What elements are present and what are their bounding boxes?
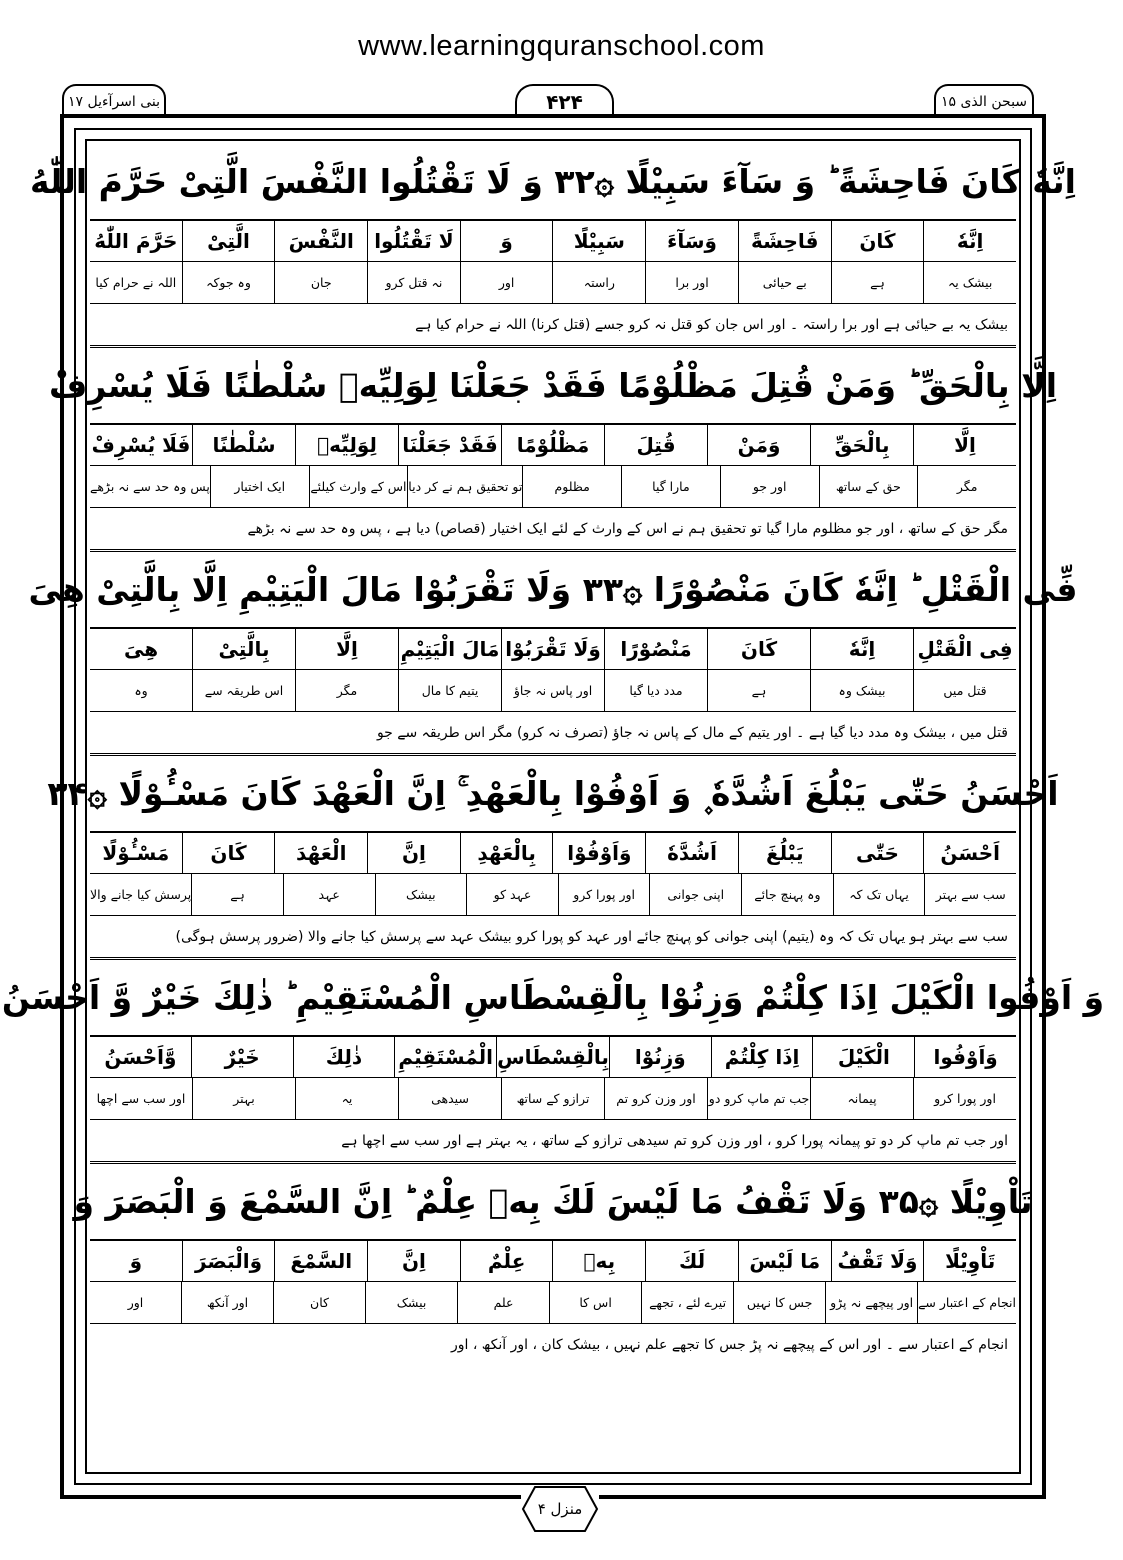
verse-block <box>48 348 1058 552</box>
word-cell: فِى الْقَتْلِ <box>913 629 1016 669</box>
meaning-cell: بیشک یہ <box>923 262 1016 303</box>
meaning-cell: وہ جوکہ <box>182 262 275 303</box>
word-cell: وَلَا تَقْفُ <box>831 1241 924 1281</box>
word-cell: وَ <box>129 1249 143 1273</box>
meaning-cell: بے حیائی <box>738 262 831 303</box>
word-cell: خَيْرٌ <box>191 1037 293 1077</box>
word-row <box>90 425 1016 466</box>
translation-line: قتل میں ، بیشک وہ مدد دیا گیا ہے ۔ اور یتیم کے مال کے پاس نہ جاؤ (تصرف نہ کرو) مگر اس طریقہ سے جو <box>90 712 1016 756</box>
meaning-cell: قتل میں <box>913 670 1016 711</box>
verse-block <box>1 960 1105 1164</box>
meaning-row <box>90 874 1016 916</box>
meaning-cell: ہے <box>191 874 283 915</box>
meaning-cell: اس کے وارث کیلئے <box>309 466 408 507</box>
verse-block <box>47 756 1059 960</box>
meaning-cell: ہے <box>707 670 810 711</box>
meaning-cell: سیدھی <box>398 1078 501 1119</box>
meaning-cell: تو تحقیق ہم نے کر دیا <box>407 466 522 507</box>
arabic-verse-line: وَ اَوْفُوا الْكَيْلَ اِذَا كِلْتُمْ وَزِنُوْا بِالْقِسْطَاسِ الْمُسْتَقِيْمِ ؕ ذٰلِكَ خَيْرٌ وَّ اَحْسَنُ <box>90 960 1016 1037</box>
word-cell: لِوَلِيِّهٖ <box>295 425 398 465</box>
meaning-cell: جب تم ماپ کرو دو <box>707 1078 810 1119</box>
meaning-cell: اور <box>127 1295 144 1310</box>
meaning-cell: مارا گیا <box>621 466 720 507</box>
word-cell: اِلَّا <box>295 629 398 669</box>
word-cell: اِلَّا <box>913 425 1016 465</box>
meaning-cell: علم <box>457 1282 549 1323</box>
meaning-cell: اور وزن کرو تم <box>604 1078 707 1119</box>
meaning-cell: بیشک وہ <box>810 670 913 711</box>
meaning-cell: بیشک <box>375 874 467 915</box>
meaning-cell: بیشک <box>365 1282 457 1323</box>
meaning-cell: انجام کے اعتبار سے <box>917 1282 1016 1323</box>
meaning-cell: اور آنکھ <box>181 1282 273 1323</box>
verse-block <box>30 144 1076 348</box>
word-cell: وَزِنُوْا <box>609 1037 711 1077</box>
word-cell: كَانَ <box>831 221 924 261</box>
meaning-cell: پس وہ حد سے نہ بڑھے <box>90 479 210 494</box>
translation-line: اور جب تم ماپ کر دو تو پیمانہ پورا کرو ، اور وزن کرو تم سیدھی ترازو کے ساتھ ، یہ بہتر ہے اور سب سے اچھا ہے <box>90 1120 1016 1164</box>
word-cell: مَسْـُٔوْلًا <box>102 841 170 865</box>
meaning-cell: اور برا <box>645 262 738 303</box>
meaning-cell: وہ پہنچ جائے <box>741 874 833 915</box>
word-cell: بِالْعَهْدِ <box>460 833 553 873</box>
meaning-cell: پیمانہ <box>810 1078 913 1119</box>
meaning-cell: اور پورا کرو <box>558 874 650 915</box>
word-cell: عِلْمٌ <box>460 1241 553 1281</box>
para-name-tag: سبحن الذی ۱۵ <box>934 84 1034 118</box>
meaning-cell: اور سب سے اچھا <box>96 1091 186 1106</box>
word-cell: مَنْصُوْرًا <box>604 629 707 669</box>
word-cell: وَلَا تَقْرَبُوْا <box>501 629 604 669</box>
word-cell: وَّاَحْسَنُ <box>104 1045 177 1069</box>
meaning-row <box>90 262 1016 304</box>
meaning-cell: اس طریقہ سے <box>192 670 295 711</box>
meaning-row <box>90 670 1016 712</box>
word-cell: وَالْبَصَرَ <box>182 1241 275 1281</box>
meaning-cell: اور <box>460 262 553 303</box>
word-cell: ذٰلِكَ <box>293 1037 395 1077</box>
word-cell: السَّمْعَ <box>274 1241 367 1281</box>
meaning-cell: بہتر <box>192 1078 295 1119</box>
word-cell: وَ <box>460 221 553 261</box>
meaning-cell: اللہ نے حرام کیا <box>95 275 177 290</box>
page-number: ۴۲۴ <box>515 84 614 118</box>
arabic-verse-line: اِنَّهٗ كَانَ فَاحِشَةً ؕ وَ سَآءَ سَبِيْلًا ۞۳۲ وَ لَا تَقْتُلُوا النَّفْسَ الَّتِىْ حَرَّمَ اللّٰهُ <box>90 144 1016 221</box>
word-cell: وَسَآءَ <box>645 221 738 261</box>
arabic-verse-line: اِلَّا بِالْحَقِّ ؕ وَمَنْ قُتِلَ مَظْلُوْمًا فَقَدْ جَعَلْنَا لِوَلِيِّهٖ سُلْطٰنًا فَلَا يُسْرِفْ <box>90 348 1016 425</box>
word-cell: اِنَّ <box>367 833 460 873</box>
word-cell: اِنَّهٗ <box>923 221 1016 261</box>
meaning-cell: کان <box>273 1282 365 1323</box>
manzil-marker <box>521 1485 599 1533</box>
meaning-cell: مظلوم <box>522 466 621 507</box>
word-cell: الْمُسْتَقِيْمِ <box>394 1037 496 1077</box>
meaning-cell: عہد کو <box>466 874 558 915</box>
page-body <box>1 144 1105 1469</box>
word-cell: مَا لَيْسَ <box>738 1241 831 1281</box>
meaning-cell: مگر <box>295 670 398 711</box>
meaning-cell: تیرے لئے ، تجھے <box>641 1282 733 1323</box>
word-cell: اَشُدَّهٗ <box>645 833 738 873</box>
word-cell: فَلَا يُسْرِفْ <box>91 433 191 457</box>
translation-line: سب سے بہتر ہو یہاں تک کہ وہ (یتیم) اپنی جوانی کو پہنچ جائے اور عہد کو پورا کرو بیشک عہد سے پرسش کیا جانے والا (ضرور پرسش ہوگی) <box>90 916 1016 960</box>
meaning-row <box>90 1078 1016 1120</box>
translation-line: مگر حق کے ساتھ ، اور جو مظلوم مارا گیا تو تحقیق ہم نے اس کے وارث کے لئے ایک اختیار (قصاص) دیا ہے ، پس وہ حد سے نہ بڑھے <box>90 508 1016 552</box>
word-row <box>90 629 1016 670</box>
meaning-cell: پرسش کیا جانے والا <box>90 887 192 902</box>
word-cell: وَمَنْ <box>707 425 810 465</box>
word-cell: فَاحِشَةً <box>738 221 831 261</box>
meaning-cell: عہد <box>283 874 375 915</box>
arabic-verse-line: فِّى الْقَتْلِ ؕ اِنَّهٗ كَانَ مَنْصُوْرًا ۞۳۳ وَلَا تَقْرَبُوْا مَالَ الْيَتِيْمِ اِلَّا بِالَّتِىْ هِىَ <box>90 552 1016 629</box>
meaning-cell: ترازو کے ساتھ <box>501 1078 604 1119</box>
meaning-cell: مگر <box>917 466 1016 507</box>
meaning-cell: اور جو <box>720 466 819 507</box>
meaning-cell: راستہ <box>552 262 645 303</box>
meaning-cell: ہے <box>831 262 924 303</box>
word-cell: وَاَوْفُوْا <box>552 833 645 873</box>
meaning-cell: یتیم کا مال <box>398 670 501 711</box>
word-cell: يَبْلُغَ <box>738 833 831 873</box>
word-cell: الْعَهْدَ <box>274 833 367 873</box>
word-cell: لَكَ <box>645 1241 738 1281</box>
word-cell: قُتِلَ <box>604 425 707 465</box>
word-cell: بِالْقِسْطَاسِ <box>496 1037 609 1077</box>
word-cell: كَانَ <box>707 629 810 669</box>
word-cell: سُلْطٰنًا <box>192 425 295 465</box>
word-cell: بِالْحَقِّ <box>810 425 913 465</box>
meaning-cell: ایک اختیار <box>210 466 309 507</box>
arabic-verse-line: اَحْسَنُ حَتّٰى يَبْلُغَ اَشُدَّهٗ ۪ وَ اَوْفُوْا بِالْعَهْدِ ۚ اِنَّ الْعَهْدَ كَانَ مَسْـُٔوْلًا ۞۳۴ <box>90 756 1016 833</box>
meaning-cell: جان <box>274 262 367 303</box>
meaning-cell: جس کا نہیں <box>733 1282 825 1323</box>
word-cell: اِنَّ <box>367 1241 460 1281</box>
word-row <box>90 1037 1016 1078</box>
verse-block <box>28 552 1078 756</box>
word-cell: مَالَ الْيَتِيْمِ <box>398 629 501 669</box>
meaning-cell: مدد دیا گیا <box>604 670 707 711</box>
arabic-verse-line: تَاْوِيْلًا ۞۳۵ وَلَا تَقْفُ مَا لَيْسَ لَكَ بِهٖ عِلْمٌ ؕ اِنَّ السَّمْعَ وَ الْبَصَرَ وَ <box>90 1164 1016 1241</box>
word-cell: حَرَّمَ اللّٰهُ <box>94 229 178 253</box>
meaning-cell: نہ قتل کرو <box>367 262 460 303</box>
meaning-cell: حق کے ساتھ <box>819 466 918 507</box>
verse-block <box>73 1164 1033 1365</box>
word-cell: الَّتِىْ <box>182 221 275 261</box>
word-row <box>90 833 1016 874</box>
meaning-cell: سب سے بہتر <box>924 874 1016 915</box>
meaning-cell: یہاں تک کہ <box>833 874 925 915</box>
surah-name-tag: بنی اسرآءیل ۱۷ <box>62 84 166 118</box>
word-cell: بِالَّتِىْ <box>192 629 295 669</box>
site-url: www.learningquranschool.com <box>358 30 765 62</box>
word-cell: اِنَّهٗ <box>810 629 913 669</box>
meaning-row <box>90 466 1016 508</box>
manzil-label: منزل ۴ <box>537 1500 583 1518</box>
meaning-cell: اس کا <box>549 1282 641 1323</box>
meaning-cell: یہ <box>295 1078 398 1119</box>
word-cell: فَقَدْ جَعَلْنَا <box>398 425 501 465</box>
translation-line: انجام کے اعتبار سے ۔ اور اس کے پیچھے نہ پڑ جس کا تجھے علم نہیں ، بیشک کان ، اور آنکھ ، اور <box>450 1336 1008 1353</box>
meaning-cell: اور پاس نہ جاؤ <box>501 670 604 711</box>
word-cell: وَاَوْفُوا <box>914 1037 1016 1077</box>
meaning-cell: اور پورا کرو <box>913 1078 1016 1119</box>
meaning-cell: اپنی جوانی <box>649 874 741 915</box>
word-cell: اَحْسَنُ <box>923 833 1016 873</box>
translation-line: بیشک یہ بے حیائی ہے اور برا راستہ ۔ اور اس جان کو قتل نہ کرو جسے (قتل کرنا) اللہ نے حرام کیا ہے <box>90 304 1016 348</box>
word-cell: هِىَ <box>123 637 159 661</box>
word-cell: حَتّٰى <box>831 833 924 873</box>
word-cell: مَظْلُوْمًا <box>501 425 604 465</box>
word-cell: تَاْوِيْلًا <box>923 1241 1016 1281</box>
meaning-row <box>90 1282 1016 1324</box>
word-cell: النَّفْسَ <box>274 221 367 261</box>
word-row <box>90 221 1016 262</box>
word-cell: سَبِيْلًا <box>552 221 645 261</box>
meaning-cell: اور پیچھے نہ پڑو <box>825 1282 917 1323</box>
word-cell: لَا تَقْتُلُوا <box>367 221 460 261</box>
word-cell: اِذَا كِلْتُمْ <box>711 1037 813 1077</box>
word-row <box>90 1241 1016 1282</box>
word-cell: بِهٖ <box>552 1241 645 1281</box>
word-cell: الْكَيْلَ <box>812 1037 914 1077</box>
word-cell: كَانَ <box>182 833 275 873</box>
meaning-cell: وہ <box>134 683 148 698</box>
